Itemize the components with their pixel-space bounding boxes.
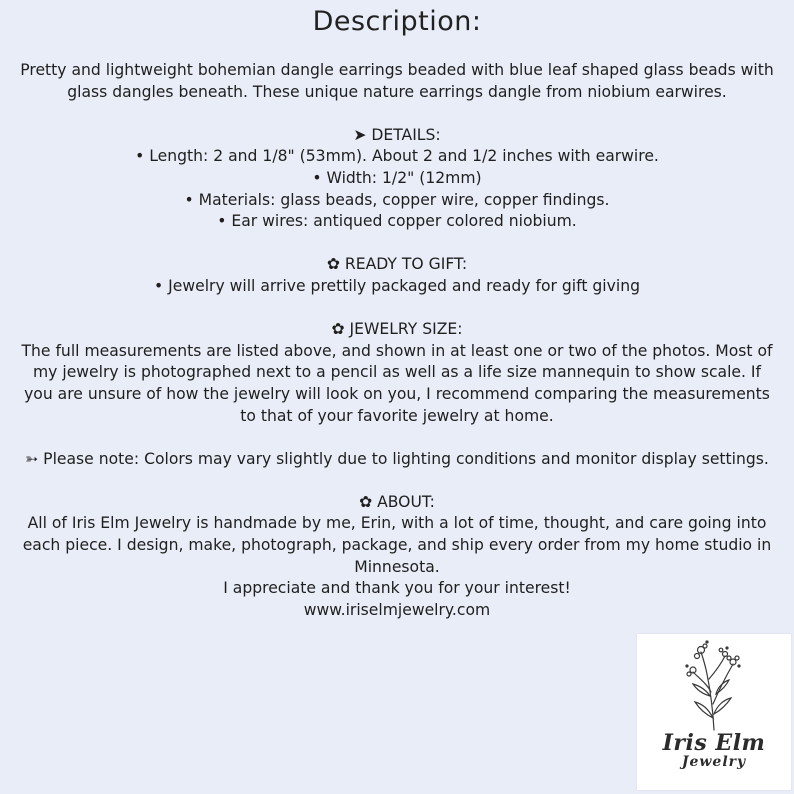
intro-text: Pretty and lightweight bohemian dangle earrings beaded with blue leaf shaped glass beads with glass dangles beneath. These unique nature earrings dangle from niobium earwires.	[20, 61, 774, 101]
about-text: All of Iris Elm Jewelry is handmade by me, Erin, with a lot of time, thought, and care going into each piece. I design, make, photograph, package, and ship every order from my home studio in Minnesota.	[22, 514, 772, 576]
website-link[interactable]: www.iriselmjewelry.com	[303, 600, 491, 619]
thanks-text: I appreciate and thank you for your interest!	[223, 579, 571, 598]
gift-heading: ✿ READY TO GIFT:	[326, 255, 468, 274]
description-content	[20, 60, 774, 621]
about-heading: ✿ ABOUT:	[359, 492, 435, 511]
logo-brand-name: Iris Elm	[662, 730, 766, 756]
note-text: ➳ Please note: Colors may vary slightly due to lighting conditions and monitor display settings.	[25, 449, 769, 468]
size-heading: ✿ JEWELRY SIZE:	[331, 320, 463, 339]
size-text: The full measurements are listed above, and shown in at least one or two of the photos. Most of my jewelry is photographed next to a pencil as well as a life size mannequin to show scale. If you are unsure of how the jewelry will look on you, I recommend comparing the measurements to that of your favorite jewelry at home.	[21, 341, 773, 425]
details-item-earwires: • Ear wires: antiqued copper colored niobium.	[217, 212, 577, 231]
details-item-width: • Width: 1/2" (12mm)	[312, 168, 482, 187]
details-item-length: • Length: 2 and 1/8" (53mm). About 2 and 1/2 inches with earwire.	[135, 147, 659, 166]
brand-logo	[637, 634, 791, 790]
details-heading: ➤ DETAILS:	[353, 125, 441, 144]
page-title: Description:	[312, 6, 482, 37]
details-item-materials: • Materials: glass beads, copper wire, copper findings.	[184, 190, 610, 209]
gift-item: • Jewelry will arrive prettily packaged and ready for gift giving	[154, 276, 640, 295]
logo-brand-subtitle: Jewelry	[681, 754, 747, 770]
flower-sprig-icon	[637, 634, 791, 734]
